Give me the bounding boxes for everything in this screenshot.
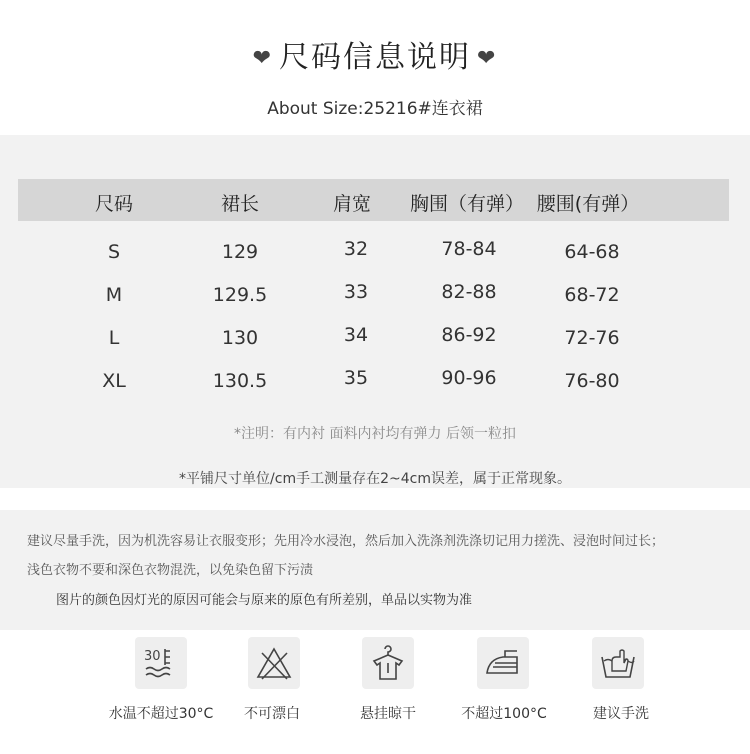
cell-shoulder: 35 — [343, 367, 369, 389]
heart-icon: ❤ — [252, 46, 273, 71]
cell-size: M — [105, 284, 123, 306]
measure-note: *平铺尺寸单位/cm手工测量存在2~4cm误差，属于正常现象。 — [179, 471, 571, 487]
cell-bust: 90-96 — [441, 367, 497, 389]
heart-icon: ❤ — [477, 46, 498, 71]
column-header-shoulder: 肩宽 — [332, 193, 372, 215]
care-label: 不超过100°C — [461, 706, 547, 722]
hand-wash-icon — [592, 637, 644, 689]
wash-30-icon — [135, 637, 187, 689]
color-disclaimer: 图片的颜色因灯光的原因可能会与原来的原色有所差别，单品以实物为准 — [56, 593, 473, 608]
no-bleach-icon — [248, 637, 300, 689]
cell-waist: 68-72 — [564, 284, 620, 306]
column-header-waist: 腰围(有弹） — [536, 193, 640, 215]
cell-size: S — [107, 241, 121, 263]
cell-length: 130.5 — [212, 370, 268, 392]
cell-waist: 72-76 — [564, 327, 620, 349]
cell-length: 130 — [221, 327, 259, 349]
column-header-size: 尺码 — [94, 193, 134, 215]
care-label: 水温不超过30°C — [108, 706, 214, 722]
cell-shoulder: 34 — [343, 324, 369, 346]
cell-waist: 76-80 — [564, 370, 620, 392]
page-title — [0, 32, 750, 76]
cell-waist: 64-68 — [564, 241, 620, 263]
cell-bust: 78-84 — [441, 238, 497, 260]
hang-dry-icon — [362, 637, 414, 689]
cell-bust: 82-88 — [441, 281, 497, 303]
cell-length: 129.5 — [212, 284, 268, 306]
table-row — [0, 281, 750, 314]
cell-shoulder: 32 — [343, 238, 369, 260]
column-header-bust: 胸围（有弹） — [409, 193, 525, 215]
lining-note: *注明：有内衬 面料内衬均有弹力 后领一粒扣 — [234, 426, 516, 442]
size-section — [0, 135, 750, 488]
title-text: 尺码信息说明 — [279, 40, 471, 75]
size-table-header — [18, 179, 729, 221]
cell-bust: 86-92 — [441, 324, 497, 346]
column-header-length: 裙长 — [220, 193, 260, 215]
cell-shoulder: 33 — [343, 281, 369, 303]
care-label: 不可漂白 — [244, 706, 300, 722]
cell-size: L — [108, 327, 120, 349]
iron-icon — [477, 637, 529, 689]
cell-length: 129 — [221, 241, 259, 263]
care-label: 悬挂晾干 — [360, 706, 416, 722]
page-subtitle: About Size:25216#连衣裙 — [267, 99, 483, 119]
cell-size: XL — [102, 370, 126, 392]
table-row — [0, 324, 750, 357]
care-instructions — [0, 510, 750, 630]
care-text: 浅色衣物不要和深色衣物混洗，以免染色留下污渍 — [27, 563, 314, 578]
table-row — [0, 367, 750, 400]
svg-text:30: 30 — [144, 649, 161, 664]
care-text: 建议尽量手洗，因为机洗容易让衣服变形；先用冷水浸泡，然后加入洗涤剂洗涤切记用力搓洗、浸泡时间过长； — [27, 534, 665, 549]
table-row — [0, 238, 750, 271]
care-label: 建议手洗 — [593, 706, 649, 722]
